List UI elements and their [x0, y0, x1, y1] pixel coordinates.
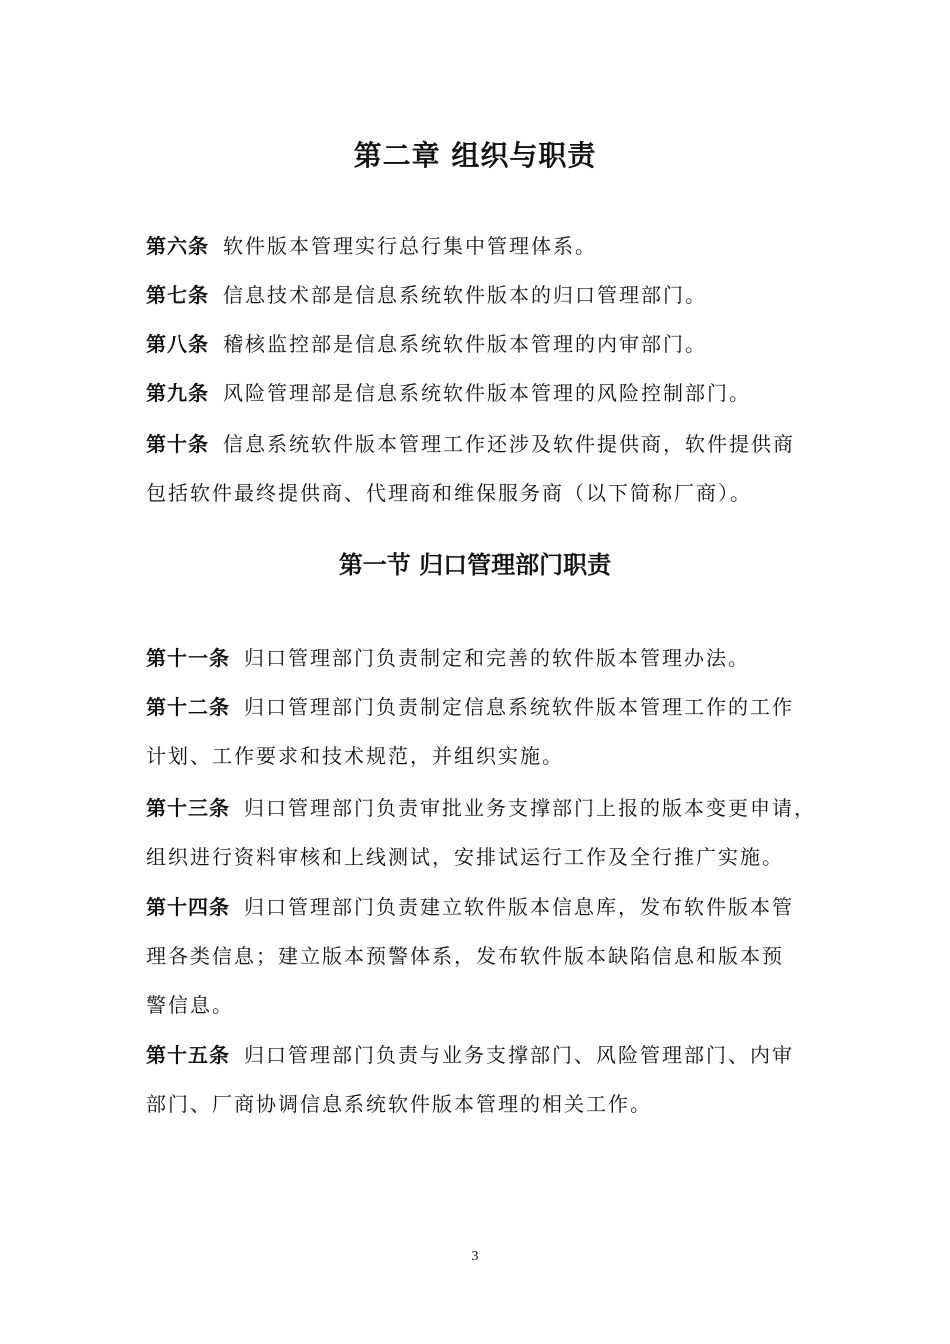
article-text: 归口管理部门负责制定信息系统软件版本管理工作的工作 — [244, 695, 794, 719]
chapter-title: 第二章 组织与职责 — [353, 139, 597, 172]
article-7 — [146, 271, 816, 320]
article-text: 归口管理部门负责与业务支撑部门、风险管理部门、内审 — [244, 1043, 794, 1067]
article-13 — [146, 784, 816, 882]
article-8 — [146, 320, 816, 369]
article-text-continued: 警信息。 — [146, 993, 234, 1017]
article-label: 第十五条 — [146, 1043, 230, 1067]
article-label: 第七条 — [146, 283, 209, 307]
article-text: 信息技术部是信息系统软件版本的归口管理部门。 — [223, 283, 707, 307]
article-12 — [146, 683, 816, 781]
article-label: 第六条 — [146, 234, 209, 258]
article-6 — [146, 222, 816, 271]
article-text: 风险管理部是信息系统软件版本管理的风险控制部门。 — [223, 381, 751, 405]
article-label: 第十二条 — [146, 695, 230, 719]
article-label: 第八条 — [146, 332, 209, 356]
article-text: 信息系统软件版本管理工作还涉及软件提供商，软件提供商 — [223, 432, 795, 456]
article-text-continued: 部门、厂商协调信息系统软件版本管理的相关工作。 — [146, 1092, 652, 1116]
article-text-continued: 理各类信息；建立版本预警体系，发布软件版本缺陷信息和版本预 — [146, 944, 784, 968]
article-label: 第十条 — [146, 432, 209, 456]
article-text-continued: 计划、工作要求和技术规范，并组织实施。 — [146, 744, 564, 768]
article-11 — [146, 634, 816, 683]
article-label: 第十四条 — [146, 895, 230, 919]
article-label: 第十三条 — [146, 796, 230, 820]
article-text: 归口管理部门负责建立软件版本信息库，发布软件版本管 — [244, 895, 794, 919]
article-text-continued: 包括软件最终提供商、代理商和维保服务商（以下简称厂商）。 — [146, 481, 752, 505]
page-number: 3 — [471, 1249, 479, 1264]
article-text-continued: 组织进行资料审核和上线测试，安排试运行工作及全行推广实施。 — [146, 845, 784, 869]
article-9 — [146, 369, 816, 418]
article-text: 归口管理部门负责制定和完善的软件版本管理办法。 — [244, 646, 750, 670]
article-label: 第九条 — [146, 381, 209, 405]
article-14 — [146, 883, 816, 1030]
article-text: 归口管理部门负责审批业务支撑部门上报的版本变更申请， — [244, 796, 816, 820]
article-label: 第十一条 — [146, 646, 230, 670]
article-text: 软件版本管理实行总行集中管理体系。 — [223, 234, 597, 258]
article-10 — [146, 420, 816, 518]
article-text: 稽核监控部是信息系统软件版本管理的内审部门。 — [223, 332, 707, 356]
section-title: 第一节 归口管理部门职责 — [338, 551, 612, 579]
article-15 — [146, 1031, 816, 1129]
